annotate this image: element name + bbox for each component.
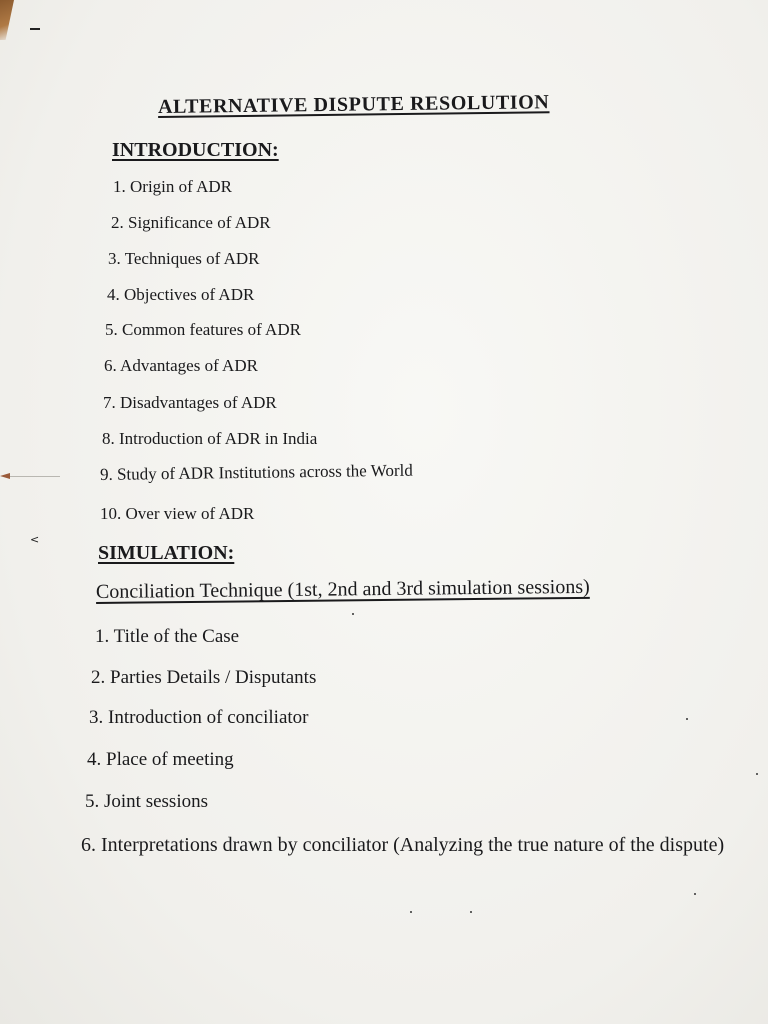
speck [352, 613, 354, 615]
introduction-heading: INTRODUCTION: [112, 139, 279, 161]
sim-item-title-of-case: 1. Title of the Case [95, 626, 240, 647]
margin-arrow-mark [0, 473, 60, 479]
intro-item-overview: 10. Over view of ADR [100, 504, 255, 523]
arrow-line [10, 476, 60, 477]
intro-item-disadvantages: 7. Disadvantages of ADR [103, 393, 277, 412]
sim-item-joint-sessions: 5. Joint sessions [85, 791, 208, 812]
page-corner-edge [0, 0, 14, 40]
intro-item-objectives: 4. Objectives of ADR [107, 285, 255, 304]
intro-item-india: 8. Introduction of ADR in India [102, 429, 318, 448]
intro-item-common-features: 5. Common features of ADR [105, 320, 301, 339]
sim-item-parties: 2. Parties Details / Disputants [91, 667, 317, 688]
conciliation-subheading: Conciliation Technique (1st, 2nd and 3rd simulation sessions) [95, 575, 590, 603]
speck [686, 718, 688, 720]
intro-item-origin: 1. Origin of ADR [113, 177, 232, 196]
speck [410, 911, 412, 913]
speck [756, 773, 758, 775]
intro-item-significance: 2. Significance of ADR [111, 213, 271, 232]
simulation-heading: SIMULATION: [98, 542, 235, 564]
intro-item-advantages: 6. Advantages of ADR [104, 356, 258, 375]
sim-item-interpretations: 6. Interpretations drawn by conciliator (Analyzing the true nature of the dispute) [81, 834, 725, 856]
document-title: ALTERNATIVE DISPUTE RESOLUTION [157, 91, 550, 118]
margin-dash-mark [30, 28, 40, 30]
speck [694, 893, 696, 895]
margin-caret-icon: < [30, 533, 40, 546]
intro-item-world-institutions: 9. Study of ADR Institutions across the World [99, 460, 413, 484]
sim-item-place: 4. Place of meeting [87, 749, 234, 770]
speck [470, 911, 472, 913]
arrow-tip-icon [0, 473, 10, 479]
sim-item-conciliator: 3. Introduction of conciliator [89, 707, 309, 728]
intro-item-techniques: 3. Techniques of ADR [108, 249, 260, 268]
